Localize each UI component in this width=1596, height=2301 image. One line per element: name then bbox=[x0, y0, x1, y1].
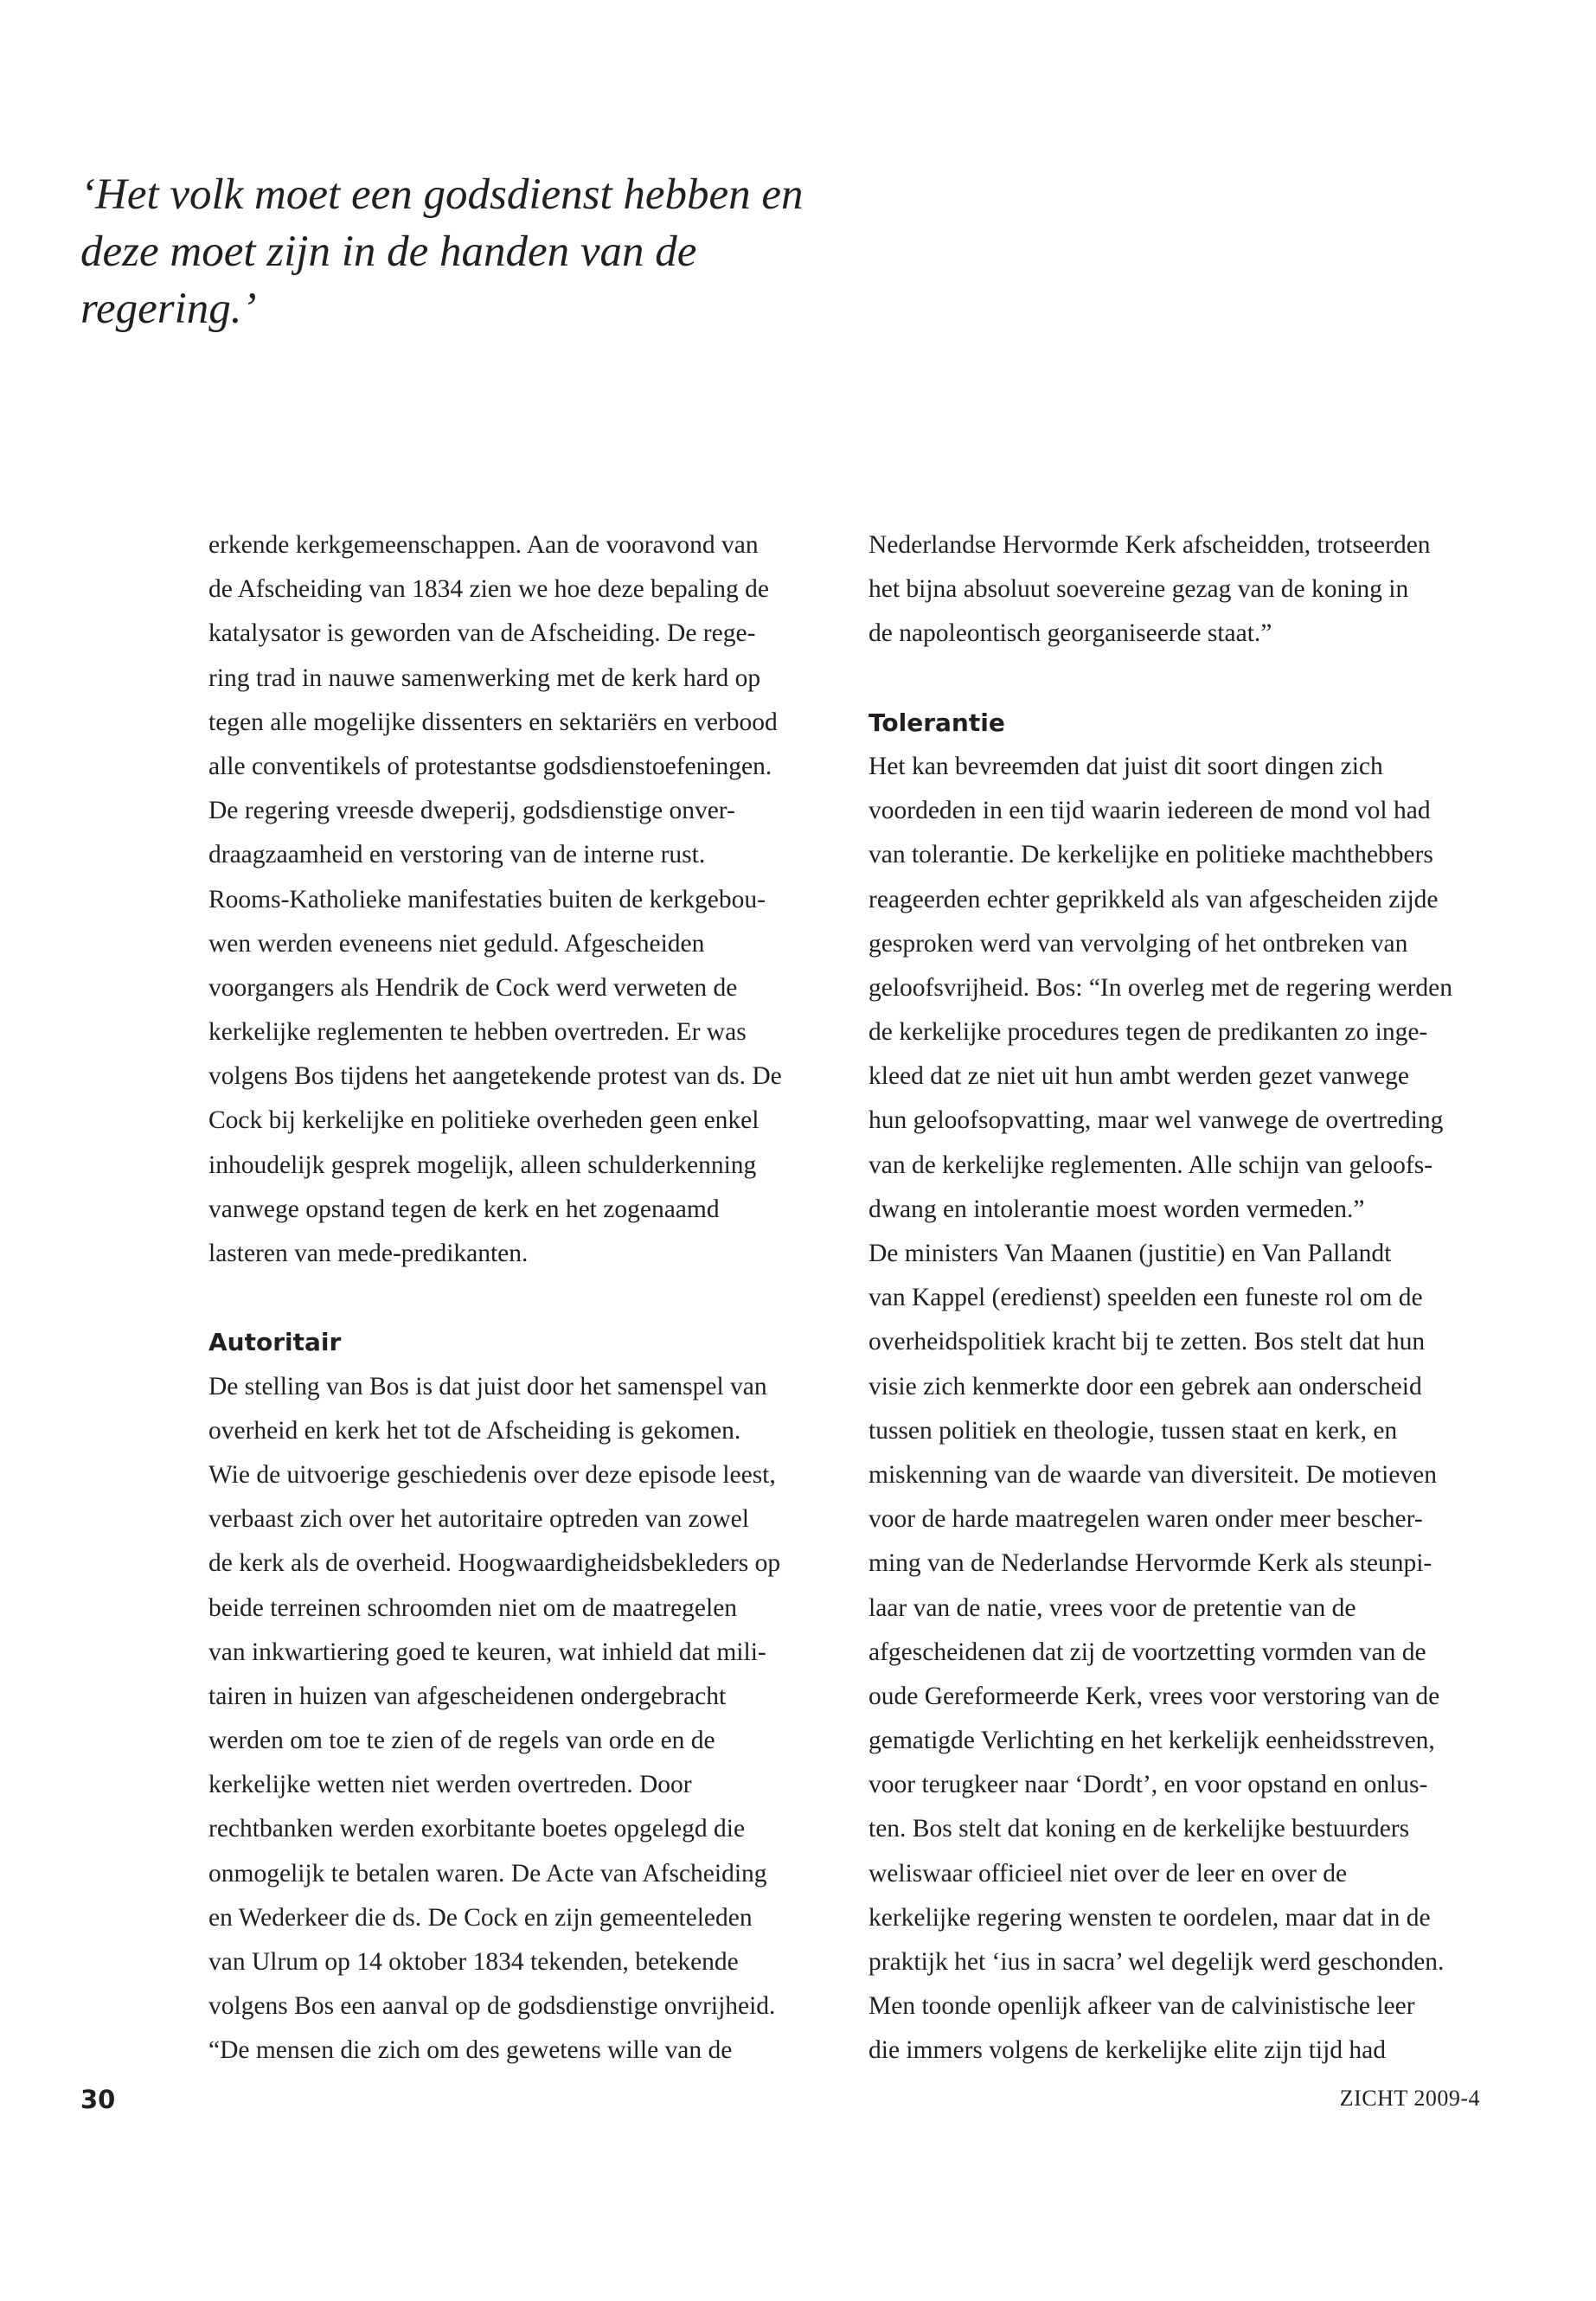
text-line: Nederlandse Hervormde Kerk afscheidden, trotseerden bbox=[869, 531, 1431, 559]
text-line: beide terreinen schroomden niet om de maatregelen bbox=[208, 1593, 738, 1622]
text-line: onmogelijk te betalen waren. De Acte van Afscheiding bbox=[208, 1859, 767, 1888]
text-line: draagzaamheid en verstoring van de interne rust. bbox=[208, 841, 706, 869]
text-line: van de kerkelijke reglementen. Alle schijn van geloofs- bbox=[869, 1150, 1433, 1179]
section-heading-autoritair: Autoritair bbox=[208, 1328, 342, 1357]
running-footer: ZICHT 2009-4 bbox=[1339, 2086, 1480, 2111]
text-line: voor de harde maatregelen waren onder meer bescher- bbox=[869, 1505, 1423, 1534]
pull-quote-line: regering.’ bbox=[80, 285, 257, 333]
text-line: alle conventikels of protestantse godsdienstoefeningen. bbox=[208, 752, 772, 780]
text-line: de kerkelijke procedures tegen de predikanten zo inge- bbox=[869, 1018, 1428, 1047]
text-line: visie zich kenmerkte door een gebrek aan onderscheid bbox=[869, 1372, 1422, 1400]
text-line: kerkelijke wetten niet werden overtreden. Door bbox=[208, 1771, 692, 1799]
text-line: de Afscheiding van 1834 zien we hoe deze bepaling de bbox=[208, 575, 769, 604]
text-column-right bbox=[869, 523, 1474, 2073]
text-line: lasteren van mede-predikanten. bbox=[208, 1240, 529, 1267]
text-line: erkende kerkgemeenschappen. Aan de vooravond van bbox=[208, 531, 759, 559]
text-line: overheidspolitiek kracht bij te zetten. Bos stelt dat hun bbox=[869, 1328, 1426, 1356]
text-line: reageerden echter geprikkeld als van afgescheiden zijde bbox=[869, 885, 1439, 913]
text-line: Cock bij kerkelijke en politieke overheden geen enkel bbox=[208, 1106, 760, 1135]
text-line: wen werden eveneens niet geduld. Afgescheiden bbox=[208, 929, 705, 958]
text-line: tussen politiek en theologie, tussen staat en kerk, en bbox=[869, 1416, 1398, 1445]
text-line: inhoudelijk gesprek mogelijk, alleen schulderkenning bbox=[208, 1150, 757, 1179]
text-line: ten. Bos stelt dat koning en de kerkelijke bestuurders bbox=[869, 1815, 1410, 1843]
text-line: tairen in huizen van afgescheidenen ondergebracht bbox=[208, 1682, 727, 1710]
text-line: van inkwartiering goed te keuren, wat inhield dat mili- bbox=[208, 1638, 766, 1666]
text-line: De stelling van Bos is dat juist door het samenspel van bbox=[208, 1372, 767, 1400]
text-line: afgescheidenen dat zij de voortzetting vormden van de bbox=[869, 1638, 1426, 1666]
text-line: Men toonde openlijk afkeer van de calvinistische leer bbox=[869, 1992, 1415, 2021]
text-line: volgens Bos een aanval op de godsdienstige onvrijheid. bbox=[208, 1992, 776, 2021]
section-heading-tolerantie: Tolerantie bbox=[869, 708, 1005, 737]
text-line: die immers volgens de kerkelijke elite zijn tijd had bbox=[869, 2036, 1387, 2065]
text-line: kerkelijke regering wensten te oordelen, maar dat in de bbox=[869, 1903, 1431, 1932]
text-line: kerkelijke reglementen te hebben overtreden. Er was bbox=[208, 1018, 747, 1047]
text-line: van tolerantie. De kerkelijke en politieke machthebbers bbox=[869, 841, 1433, 869]
pull-quote-line: deze moet zijn in de handen van de bbox=[80, 228, 697, 276]
text-line: gesproken werd van vervolging of het ontbreken van bbox=[869, 929, 1408, 958]
text-line: van Kappel (eredienst) speelden een funeste rol om de bbox=[869, 1284, 1423, 1312]
text-line: van Ulrum op 14 oktober 1834 tekenden, betekende bbox=[208, 1948, 739, 1976]
text-line: Rooms-Katholieke manifestaties buiten de kerkgebou- bbox=[208, 885, 766, 913]
text-line: praktijk het ‘ius in sacra’ wel degelijk werd geschonden. bbox=[869, 1948, 1445, 1976]
text-column-left bbox=[208, 523, 814, 2073]
text-line: voor terugkeer naar ‘Dordt’, en voor opstand en onlus- bbox=[869, 1771, 1428, 1799]
text-line: kleed dat ze niet uit hun ambt werden gezet vanwege bbox=[869, 1062, 1409, 1091]
text-line: de napoleontisch georganiseerde staat.” bbox=[869, 619, 1272, 648]
text-line: Wie de uitvoerige geschiedenis over deze episode leest, bbox=[208, 1460, 776, 1489]
text-line: ming van de Nederlandse Hervormde Kerk als steunpi- bbox=[869, 1549, 1433, 1578]
text-line: Het kan bevreemden dat juist dit soort dingen zich bbox=[869, 752, 1383, 780]
text-line: werden om toe te zien of de regels van orde en de bbox=[208, 1727, 715, 1755]
text-line: “De mensen die zich om des gewetens wille van de bbox=[208, 2036, 733, 2065]
paragraph-gap bbox=[869, 657, 1474, 701]
text-line: verbaast zich over het autoritaire optreden van zowel bbox=[208, 1505, 749, 1534]
text-line: De ministers Van Maanen (justitie) en Van Pallandt bbox=[869, 1240, 1392, 1267]
text-line: voordeden in een tijd waarin iedereen de mond vol had bbox=[869, 797, 1431, 825]
text-line: tegen alle mogelijke dissenters en sektariërs en verbood bbox=[208, 708, 778, 736]
text-line: laar van de natie, vrees voor de pretentie van de bbox=[869, 1593, 1356, 1622]
text-line: het bijna absoluut soevereine gezag van de koning in bbox=[869, 575, 1409, 604]
text-line: en Wederkeer die ds. De Cock en zijn gemeenteleden bbox=[208, 1903, 753, 1932]
text-line: voorgangers als Hendrik de Cock werd verweten de bbox=[208, 973, 738, 1002]
paragraph-gap bbox=[208, 1276, 814, 1320]
text-line: De regering vreesde dweperij, godsdienstige onver- bbox=[208, 797, 735, 825]
text-line: katalysator is geworden van de Afscheiding. De rege- bbox=[208, 619, 756, 648]
pull-quote-line: ‘Het volk moet een godsdienst hebben en bbox=[80, 170, 804, 219]
text-line: rechtbanken werden exorbitante boetes opgelegd die bbox=[208, 1815, 746, 1843]
text-line: overheid en kerk het tot de Afscheiding is gekomen. bbox=[208, 1416, 741, 1445]
text-line: dwang en intolerantie moest worden vermeden.” bbox=[869, 1195, 1365, 1223]
text-line: gematigde Verlichting en het kerkelijk eenheidsstreven, bbox=[869, 1727, 1435, 1755]
text-line: weliswaar officieel niet over de leer en over de bbox=[869, 1859, 1348, 1888]
text-line: geloofsvrijheid. Bos: “In overleg met de regering werden bbox=[869, 973, 1452, 1002]
page-number: 30 bbox=[80, 2085, 116, 2114]
pull-quote bbox=[80, 166, 859, 337]
text-line: oude Gereformeerde Kerk, vrees voor verstoring van de bbox=[869, 1682, 1440, 1710]
text-line: miskenning van de waarde van diversiteit. De motieven bbox=[869, 1460, 1437, 1489]
text-line: hun geloofsopvatting, maar wel vanwege de overtreding bbox=[869, 1106, 1444, 1135]
text-line: de kerk als de overheid. Hoogwaardigheidsbekleders op bbox=[208, 1549, 781, 1578]
text-line: vanwege opstand tegen de kerk en het zogenaamd bbox=[208, 1195, 720, 1223]
text-line: ring trad in nauwe samenwerking met de kerk hard op bbox=[208, 663, 761, 692]
text-line: volgens Bos tijdens het aangetekende protest van ds. De bbox=[208, 1062, 782, 1091]
